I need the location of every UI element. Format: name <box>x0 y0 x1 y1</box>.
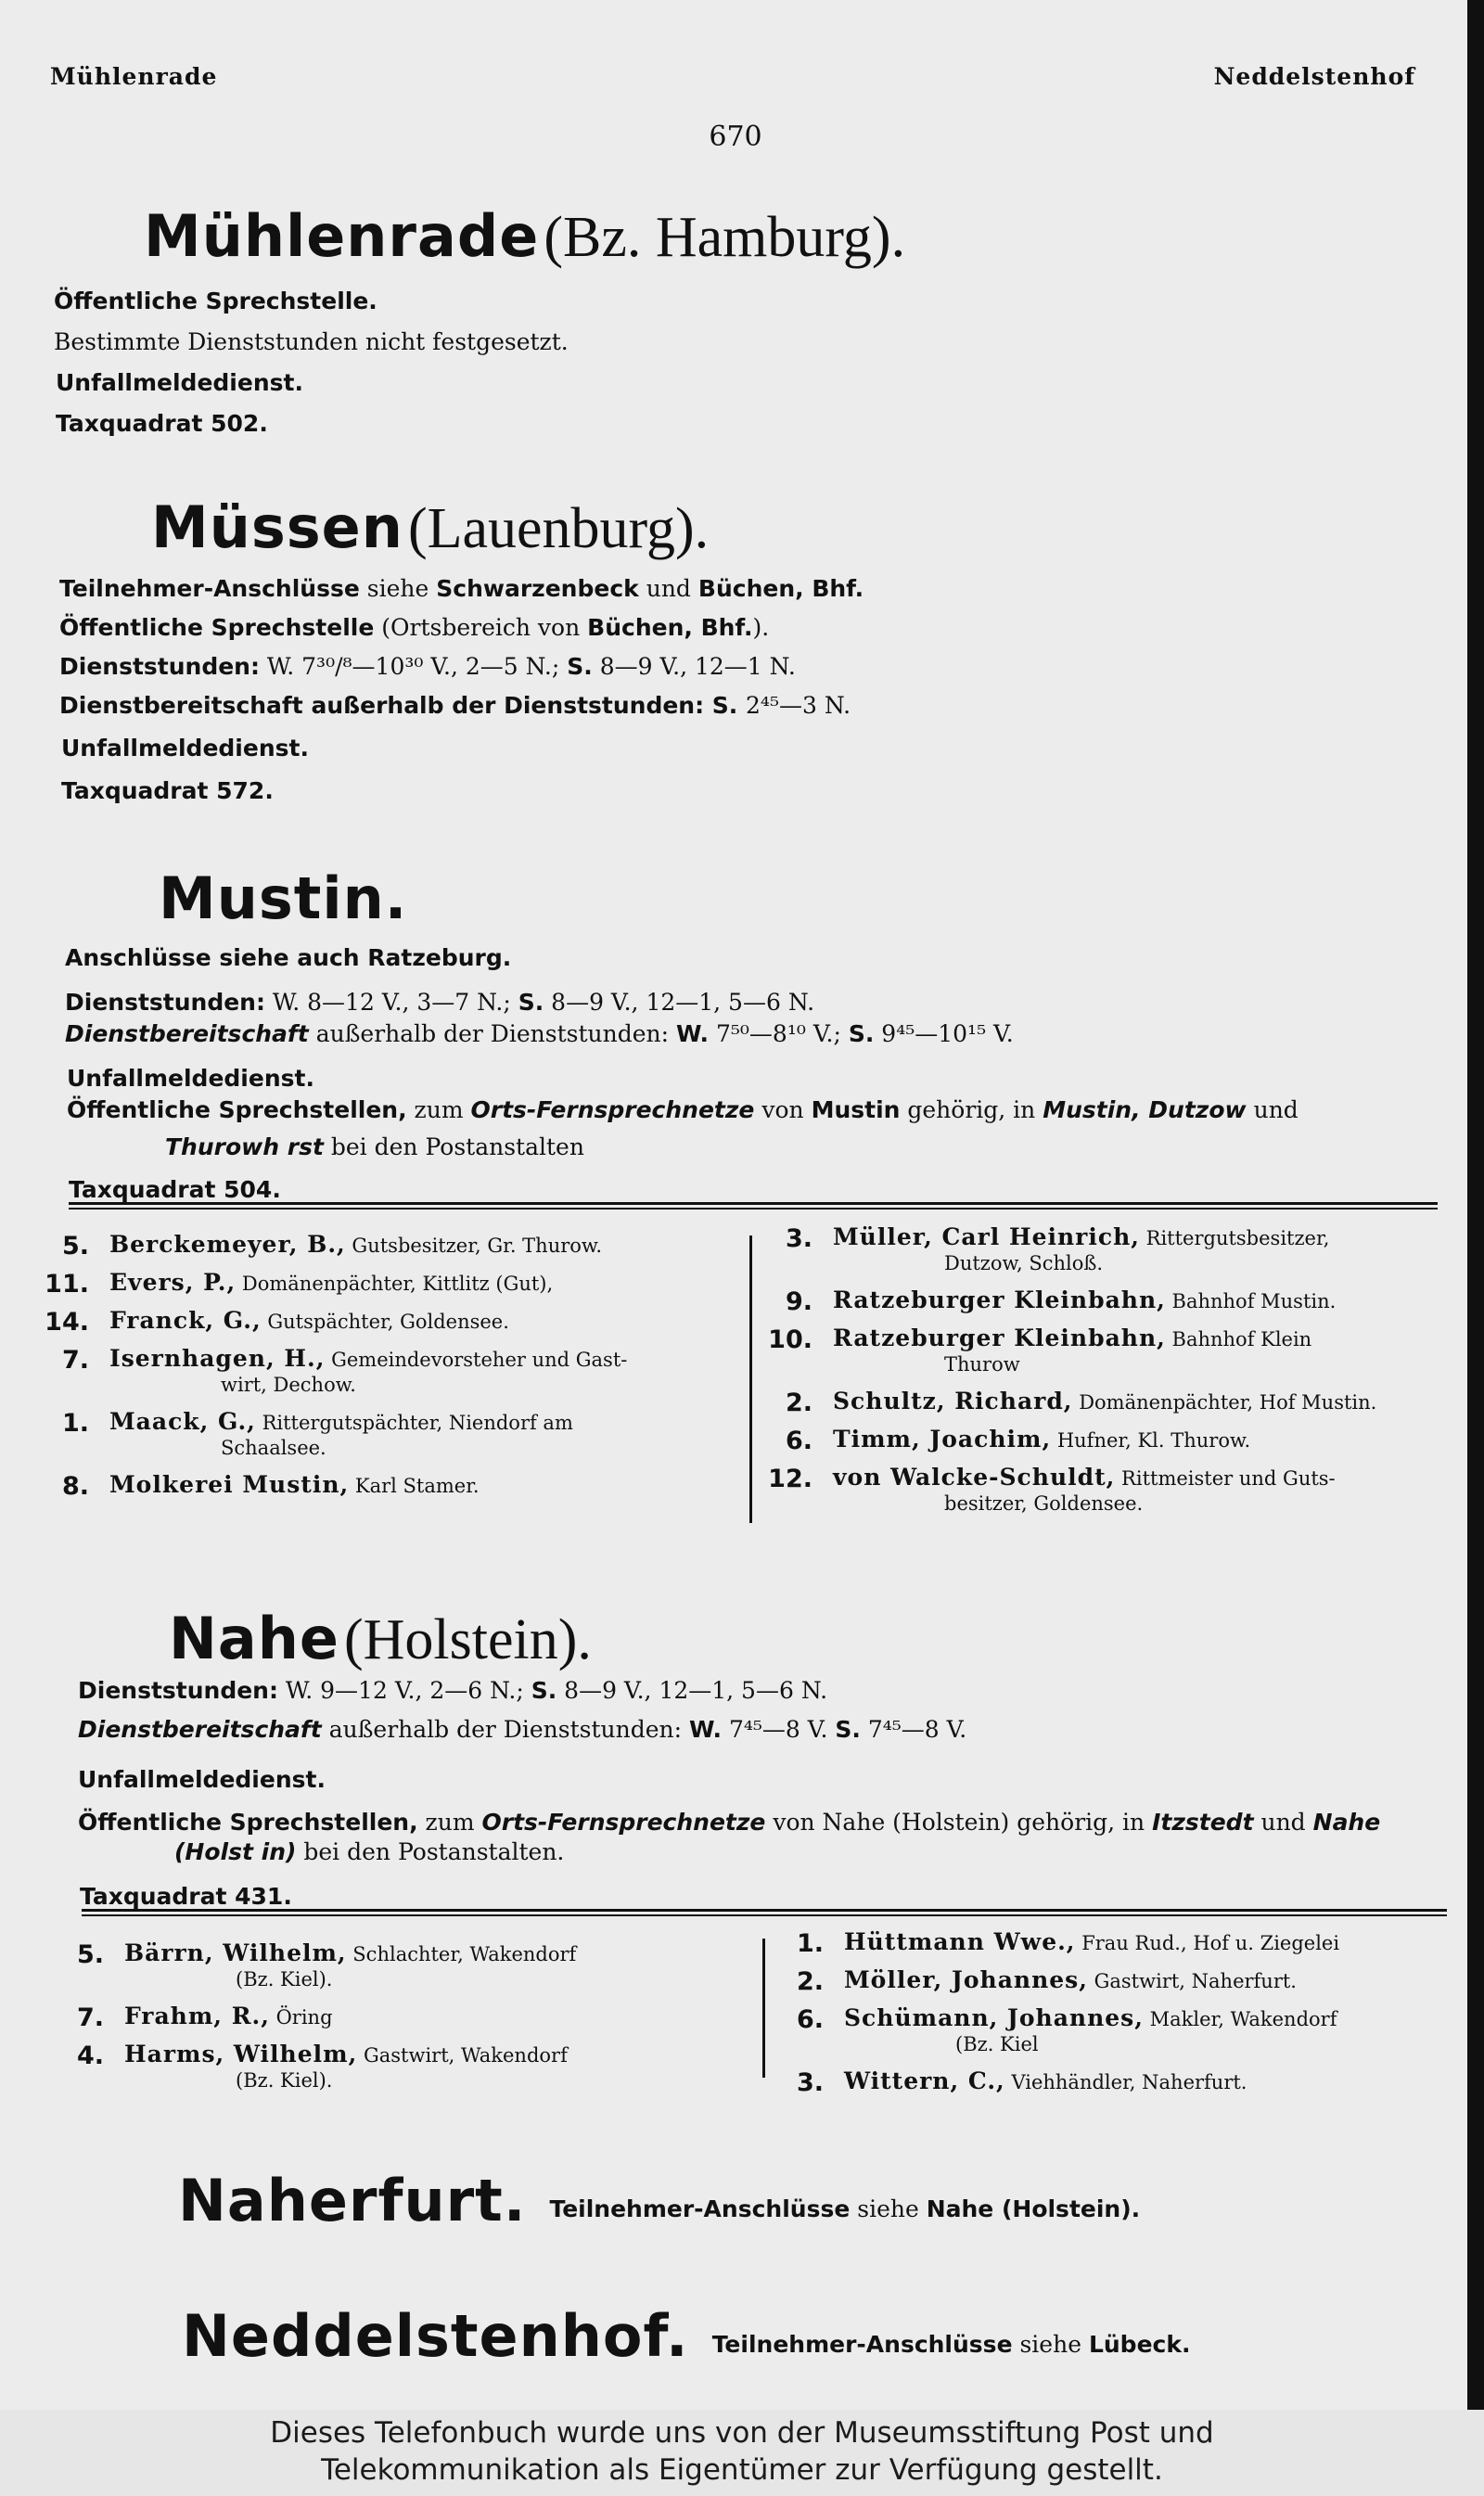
place-region: (Bz. Hamburg). <box>544 206 906 269</box>
entry-number: 11. <box>45 1270 89 1299</box>
nahe-line-4 <box>78 1809 1380 1837</box>
text: Öffentliche Sprechstelle <box>59 614 375 641</box>
list-item <box>37 1346 742 1398</box>
entry-description: Öring <box>269 2006 333 2029</box>
running-head-left: Mühlenrade <box>50 63 218 90</box>
text: Nahe <box>1312 1809 1381 1836</box>
list-item <box>772 1967 1458 1994</box>
entry-text <box>124 2042 757 2093</box>
text: 8—9 V., 12—1 N. <box>592 653 796 680</box>
entry-name: Maack, G., <box>109 1408 256 1435</box>
entry-text <box>124 2003 757 2030</box>
muessen-line-2 <box>59 614 769 642</box>
nahe-left-column <box>52 1940 757 2105</box>
list-item <box>37 1308 742 1335</box>
entry-name: Molkerei Mustin, <box>109 1471 350 1498</box>
text: Mustin <box>811 1096 901 1123</box>
text: zum <box>406 1096 471 1123</box>
entry-continuation: besitzer, Goldensee. <box>944 1492 1144 1515</box>
place-name: Naherfurt. <box>178 2167 527 2234</box>
nahe-line-3: Unfallmeldedienst. <box>78 1766 326 1793</box>
text: Dienstbereitschaft außerhalb der Dienststunden: <box>59 692 705 719</box>
entry-continuation: wirt, Dechow. <box>221 1374 356 1396</box>
list-item <box>761 1224 1447 1276</box>
text: Dienststunden: <box>65 989 265 1016</box>
text: Teilnehmer-Anschlüsse <box>711 2331 1013 2358</box>
nahe-line-1 <box>78 1677 827 1705</box>
entry-name: Schümann, Johannes, <box>844 2004 1144 2031</box>
entry-description: Makler, Wakendorf <box>1143 2008 1337 2030</box>
scan-edge <box>1467 0 1484 2491</box>
mustin-line-3 <box>65 1020 1014 1048</box>
column-divider <box>749 1235 752 1523</box>
heading-muessen <box>151 493 709 562</box>
entry-continuation: Schaalsee. <box>221 1437 326 1459</box>
list-item <box>37 1232 742 1259</box>
entry-number: 8. <box>61 1472 89 1501</box>
entry-text <box>833 1325 1447 1377</box>
entry-text <box>844 2068 1458 2095</box>
mustin-line-5 <box>67 1096 1298 1124</box>
entry-description: Domänenpächter, Hof Mustin. <box>1072 1391 1377 1414</box>
entry-description: Frau Rud., Hof u. Ziegelei <box>1075 1932 1340 1954</box>
place-name: Nahe <box>169 1605 339 1672</box>
mustin-line-2 <box>65 989 814 1017</box>
text: 7⁴⁵—8 V. <box>860 1716 967 1743</box>
text: außerhalb der Dienststunden: <box>321 1716 689 1743</box>
text: 8—9 V., 12—1, 5—6 N. <box>556 1677 828 1704</box>
text: bei den Postanstalten. <box>296 1838 565 1865</box>
entry-description: Gutsbesitzer, Gr. Thurow. <box>345 1235 603 1257</box>
text: W. 9—12 V., 2—6 N.; <box>277 1677 531 1704</box>
entry-description: Rittergutspächter, Niendorf am <box>255 1412 573 1434</box>
entry-name: Timm, Joachim, <box>833 1426 1052 1453</box>
entry-name: Ratzeburger Kleinbahn, <box>833 1325 1166 1351</box>
entry-name: von Walcke-Schuldt, <box>833 1464 1116 1491</box>
entry-name: Harms, Wilhelm, <box>124 2041 358 2067</box>
footer-note <box>0 2410 1484 2496</box>
double-rule <box>69 1202 1438 1210</box>
entry-description: Rittmeister und Guts- <box>1115 1467 1336 1490</box>
text: Lübeck. <box>1088 2331 1191 2358</box>
entry-name: Evers, P., <box>109 1269 237 1296</box>
heading-neddelstenhof <box>182 2302 1190 2370</box>
entry-name: Franck, G., <box>109 1307 262 1334</box>
entry-number: 9. <box>785 1287 812 1316</box>
muessen-line-1 <box>59 575 864 603</box>
entry-text <box>109 1270 742 1297</box>
nahe-line-2 <box>78 1716 966 1744</box>
neddelstenhof-note <box>712 2331 1191 2358</box>
entry-number: 7. <box>76 2003 104 2032</box>
entry-name: Hüttmann Wwe., <box>844 1928 1076 1955</box>
entry-description: Karl Stamer. <box>349 1475 480 1497</box>
double-rule <box>82 1909 1447 1916</box>
nahe-line-6: Taxquadrat 431. <box>80 1883 292 1910</box>
place-name: Mustin. <box>159 864 408 932</box>
mustin-line-4: Unfallmeldedienst. <box>67 1065 314 1092</box>
entry-number: 1. <box>796 1929 824 1958</box>
muessen-line-4 <box>59 692 851 720</box>
text: (Holst in) <box>174 1838 297 1865</box>
text: Nahe (Holstein). <box>926 2195 1141 2222</box>
text: Itzstedt <box>1152 1809 1254 1836</box>
text: Büchen, Bhf. <box>697 575 864 602</box>
text: 2⁴⁵—3 N. <box>746 692 851 719</box>
text: S. <box>567 653 593 680</box>
place-region: (Lauenburg). <box>407 497 710 560</box>
text: W. 8—12 V., 3—7 N.; <box>264 989 518 1016</box>
entry-text <box>109 1409 742 1461</box>
entry-description: Bahnhof Mustin. <box>1165 1290 1337 1312</box>
entry-continuation: (Bz. Kiel <box>955 2033 1039 2055</box>
column-divider <box>762 1939 765 2078</box>
entry-description: Gastwirt, Naherfurt. <box>1087 1970 1297 1992</box>
heading-mustin <box>159 864 407 932</box>
entry-continuation: Thurow <box>944 1353 1020 1376</box>
entry-continuation: (Bz. Kiel). <box>236 2069 333 2092</box>
text: außerhalb der Dienststunden: <box>308 1020 676 1047</box>
entry-number: 5. <box>61 1232 89 1261</box>
list-item <box>761 1389 1447 1415</box>
entry-number: 4. <box>76 2042 104 2070</box>
entry-description: Gastwirt, Wakendorf <box>357 2044 568 2067</box>
entry-text <box>833 1389 1447 1415</box>
text: 8—9 V., 12—1, 5—6 N. <box>544 989 815 1016</box>
text: Öffentliche Sprechstellen, <box>67 1096 407 1123</box>
mustin-line-6 <box>165 1133 584 1161</box>
entry-number: 14. <box>45 1308 89 1337</box>
list-item <box>772 2005 1458 2057</box>
text: Büchen, Bhf. <box>587 614 753 641</box>
entry-text <box>833 1427 1447 1453</box>
entry-name: Bärrn, Wilhelm, <box>124 1939 347 1966</box>
footer-line-2: Telekommunikation als Eigentümer zur Verfügung gestellt. <box>321 2453 1163 2487</box>
text: Orts-Fernsprechnetze <box>470 1096 755 1123</box>
text: Mustin, Dutzow <box>1043 1096 1247 1123</box>
entry-number: 2. <box>785 1389 812 1417</box>
heading-nahe <box>169 1605 592 1673</box>
entry-name: Berckemeyer, B., <box>109 1231 346 1258</box>
entry-description: Rittergutsbesitzer, <box>1139 1227 1330 1249</box>
muessen-line-3 <box>59 653 796 681</box>
footer-line-1: Dieses Telefonbuch wurde uns von der Museumsstiftung Post und <box>270 2416 1214 2450</box>
entry-continuation: (Bz. Kiel). <box>236 1968 333 1990</box>
place-name: Müssen <box>151 493 403 561</box>
list-item <box>761 1287 1447 1314</box>
text: Dienstbereitschaft <box>65 1020 309 1047</box>
mustin-left-column <box>37 1232 742 1510</box>
mustin-line-7: Taxquadrat 504. <box>69 1176 281 1203</box>
text: siehe <box>850 2195 927 2222</box>
text: Schwarzenbeck <box>436 575 639 602</box>
entry-name: Isernhagen, H., <box>109 1345 326 1372</box>
text: 7⁴⁵—8 V. <box>722 1716 836 1743</box>
entry-text <box>844 2005 1458 2057</box>
text: Dienststunden: <box>59 653 260 680</box>
entry-number: 12. <box>768 1465 812 1493</box>
text: bei den Postanstalten <box>323 1133 584 1160</box>
nahe-line-5 <box>174 1838 564 1866</box>
text: von Nahe (Holstein) gehörig, in <box>765 1809 1153 1836</box>
entry-description: Schlachter, Wakendorf <box>346 1943 577 1965</box>
text: siehe <box>359 575 437 602</box>
text: Dienstbereitschaft <box>78 1716 322 1743</box>
text: ). <box>752 614 770 641</box>
muehlenrade-line-4: Taxquadrat 502. <box>56 410 268 437</box>
entry-description: Gemeindevorsteher und Gast- <box>325 1349 628 1371</box>
text: Thurowh rst <box>165 1133 324 1160</box>
entry-text <box>833 1224 1447 1276</box>
entry-description: Viehhändler, Naherfurt. <box>1004 2071 1247 2093</box>
text: 9⁴⁵—10¹⁵ V. <box>874 1020 1014 1047</box>
entry-name: Schultz, Richard, <box>833 1388 1073 1414</box>
text: Orts-Fernsprechnetze <box>481 1809 766 1836</box>
text: zum <box>417 1809 482 1836</box>
naherfurt-note <box>549 2195 1140 2222</box>
text: Teilnehmer-Anschlüsse <box>549 2195 851 2222</box>
running-head-right: Neddelstenhof <box>1213 63 1415 90</box>
place-name: Mühlenrade <box>144 202 540 270</box>
text: W. <box>688 1716 723 1743</box>
list-item <box>761 1427 1447 1453</box>
text: (Ortsbereich von <box>374 614 588 641</box>
text: S. <box>531 1677 557 1704</box>
text: S. <box>518 989 544 1016</box>
text: gehörig, in <box>900 1096 1043 1123</box>
entry-text <box>109 1346 742 1398</box>
text: S. <box>835 1716 861 1743</box>
text: Teilnehmer-Anschlüsse <box>59 575 360 602</box>
mustin-line-1: Anschlüsse siehe auch Ratzeburg. <box>65 944 512 971</box>
entry-description: Domänenpächter, Kittlitz (Gut), <box>236 1273 554 1295</box>
nahe-right-column <box>772 1929 1458 2106</box>
list-item <box>37 1409 742 1461</box>
text: W. <box>675 1020 710 1047</box>
mustin-right-column <box>761 1224 1447 1528</box>
entry-number: 7. <box>61 1346 89 1375</box>
heading-muehlenrade <box>144 202 905 271</box>
entry-text <box>833 1465 1447 1517</box>
entry-name: Möller, Johannes, <box>844 1966 1088 1993</box>
entry-name: Frahm, R., <box>124 2003 270 2029</box>
muessen-line-6: Taxquadrat 572. <box>61 777 274 804</box>
list-item <box>37 1472 742 1499</box>
page-number: 670 <box>709 121 762 153</box>
entry-name: Ratzeburger Kleinbahn, <box>833 1286 1166 1313</box>
entry-text <box>124 1940 757 1992</box>
entry-number: 2. <box>796 1967 824 1996</box>
list-item <box>52 2003 757 2030</box>
heading-naherfurt <box>178 2167 1140 2234</box>
list-item <box>772 2068 1458 2095</box>
entry-number: 10. <box>768 1325 812 1354</box>
entry-name: Müller, Carl Heinrich, <box>833 1223 1140 1250</box>
list-item <box>761 1465 1447 1517</box>
text: siehe <box>1012 2331 1089 2358</box>
muehlenrade-line-2: Bestimmte Dienststunden nicht festgesetzt. <box>54 328 569 355</box>
entry-name: Wittern, C., <box>844 2067 1005 2094</box>
entry-description: Gutspächter, Goldensee. <box>261 1311 509 1333</box>
entry-text <box>109 1232 742 1259</box>
entry-number: 6. <box>785 1427 812 1455</box>
list-item <box>52 2042 757 2093</box>
entry-description: Bahnhof Klein <box>1165 1328 1312 1350</box>
text: von <box>754 1096 812 1123</box>
text: 7⁵⁰—8¹⁰ V.; <box>709 1020 849 1047</box>
muehlenrade-line-1: Öffentliche Sprechstelle. <box>54 288 377 314</box>
entry-continuation: Dutzow, Schloß. <box>944 1252 1104 1274</box>
list-item <box>772 1929 1458 1956</box>
list-item <box>52 1940 757 1992</box>
text: Öffentliche Sprechstellen, <box>78 1809 418 1836</box>
place-region: (Holstein). <box>344 1608 592 1671</box>
entry-number: 5. <box>76 1940 104 1969</box>
text: S. <box>704 692 747 719</box>
entry-number: 3. <box>796 2068 824 2097</box>
muehlenrade-line-3: Unfallmeldedienst. <box>56 369 303 396</box>
entry-number: 3. <box>785 1224 812 1253</box>
entry-text <box>844 1929 1458 1956</box>
text: und <box>1253 1809 1313 1836</box>
entry-text <box>109 1308 742 1335</box>
entry-text <box>833 1287 1447 1314</box>
entry-number: 6. <box>796 2005 824 2034</box>
text: W. 7³⁰/⁸—10³⁰ V., 2—5 N.; <box>259 653 568 680</box>
text: und <box>638 575 698 602</box>
place-name: Neddelstenhof. <box>182 2302 689 2370</box>
entry-description: Hufner, Kl. Thurow. <box>1051 1429 1251 1452</box>
entry-text <box>844 1967 1458 1994</box>
text: S. <box>848 1020 875 1047</box>
text: Dienststunden: <box>78 1677 278 1704</box>
entry-text <box>109 1472 742 1499</box>
list-item <box>37 1270 742 1297</box>
entry-number: 1. <box>61 1409 89 1438</box>
list-item <box>761 1325 1447 1377</box>
muessen-line-5: Unfallmeldedienst. <box>61 735 309 762</box>
text: und <box>1246 1096 1298 1123</box>
